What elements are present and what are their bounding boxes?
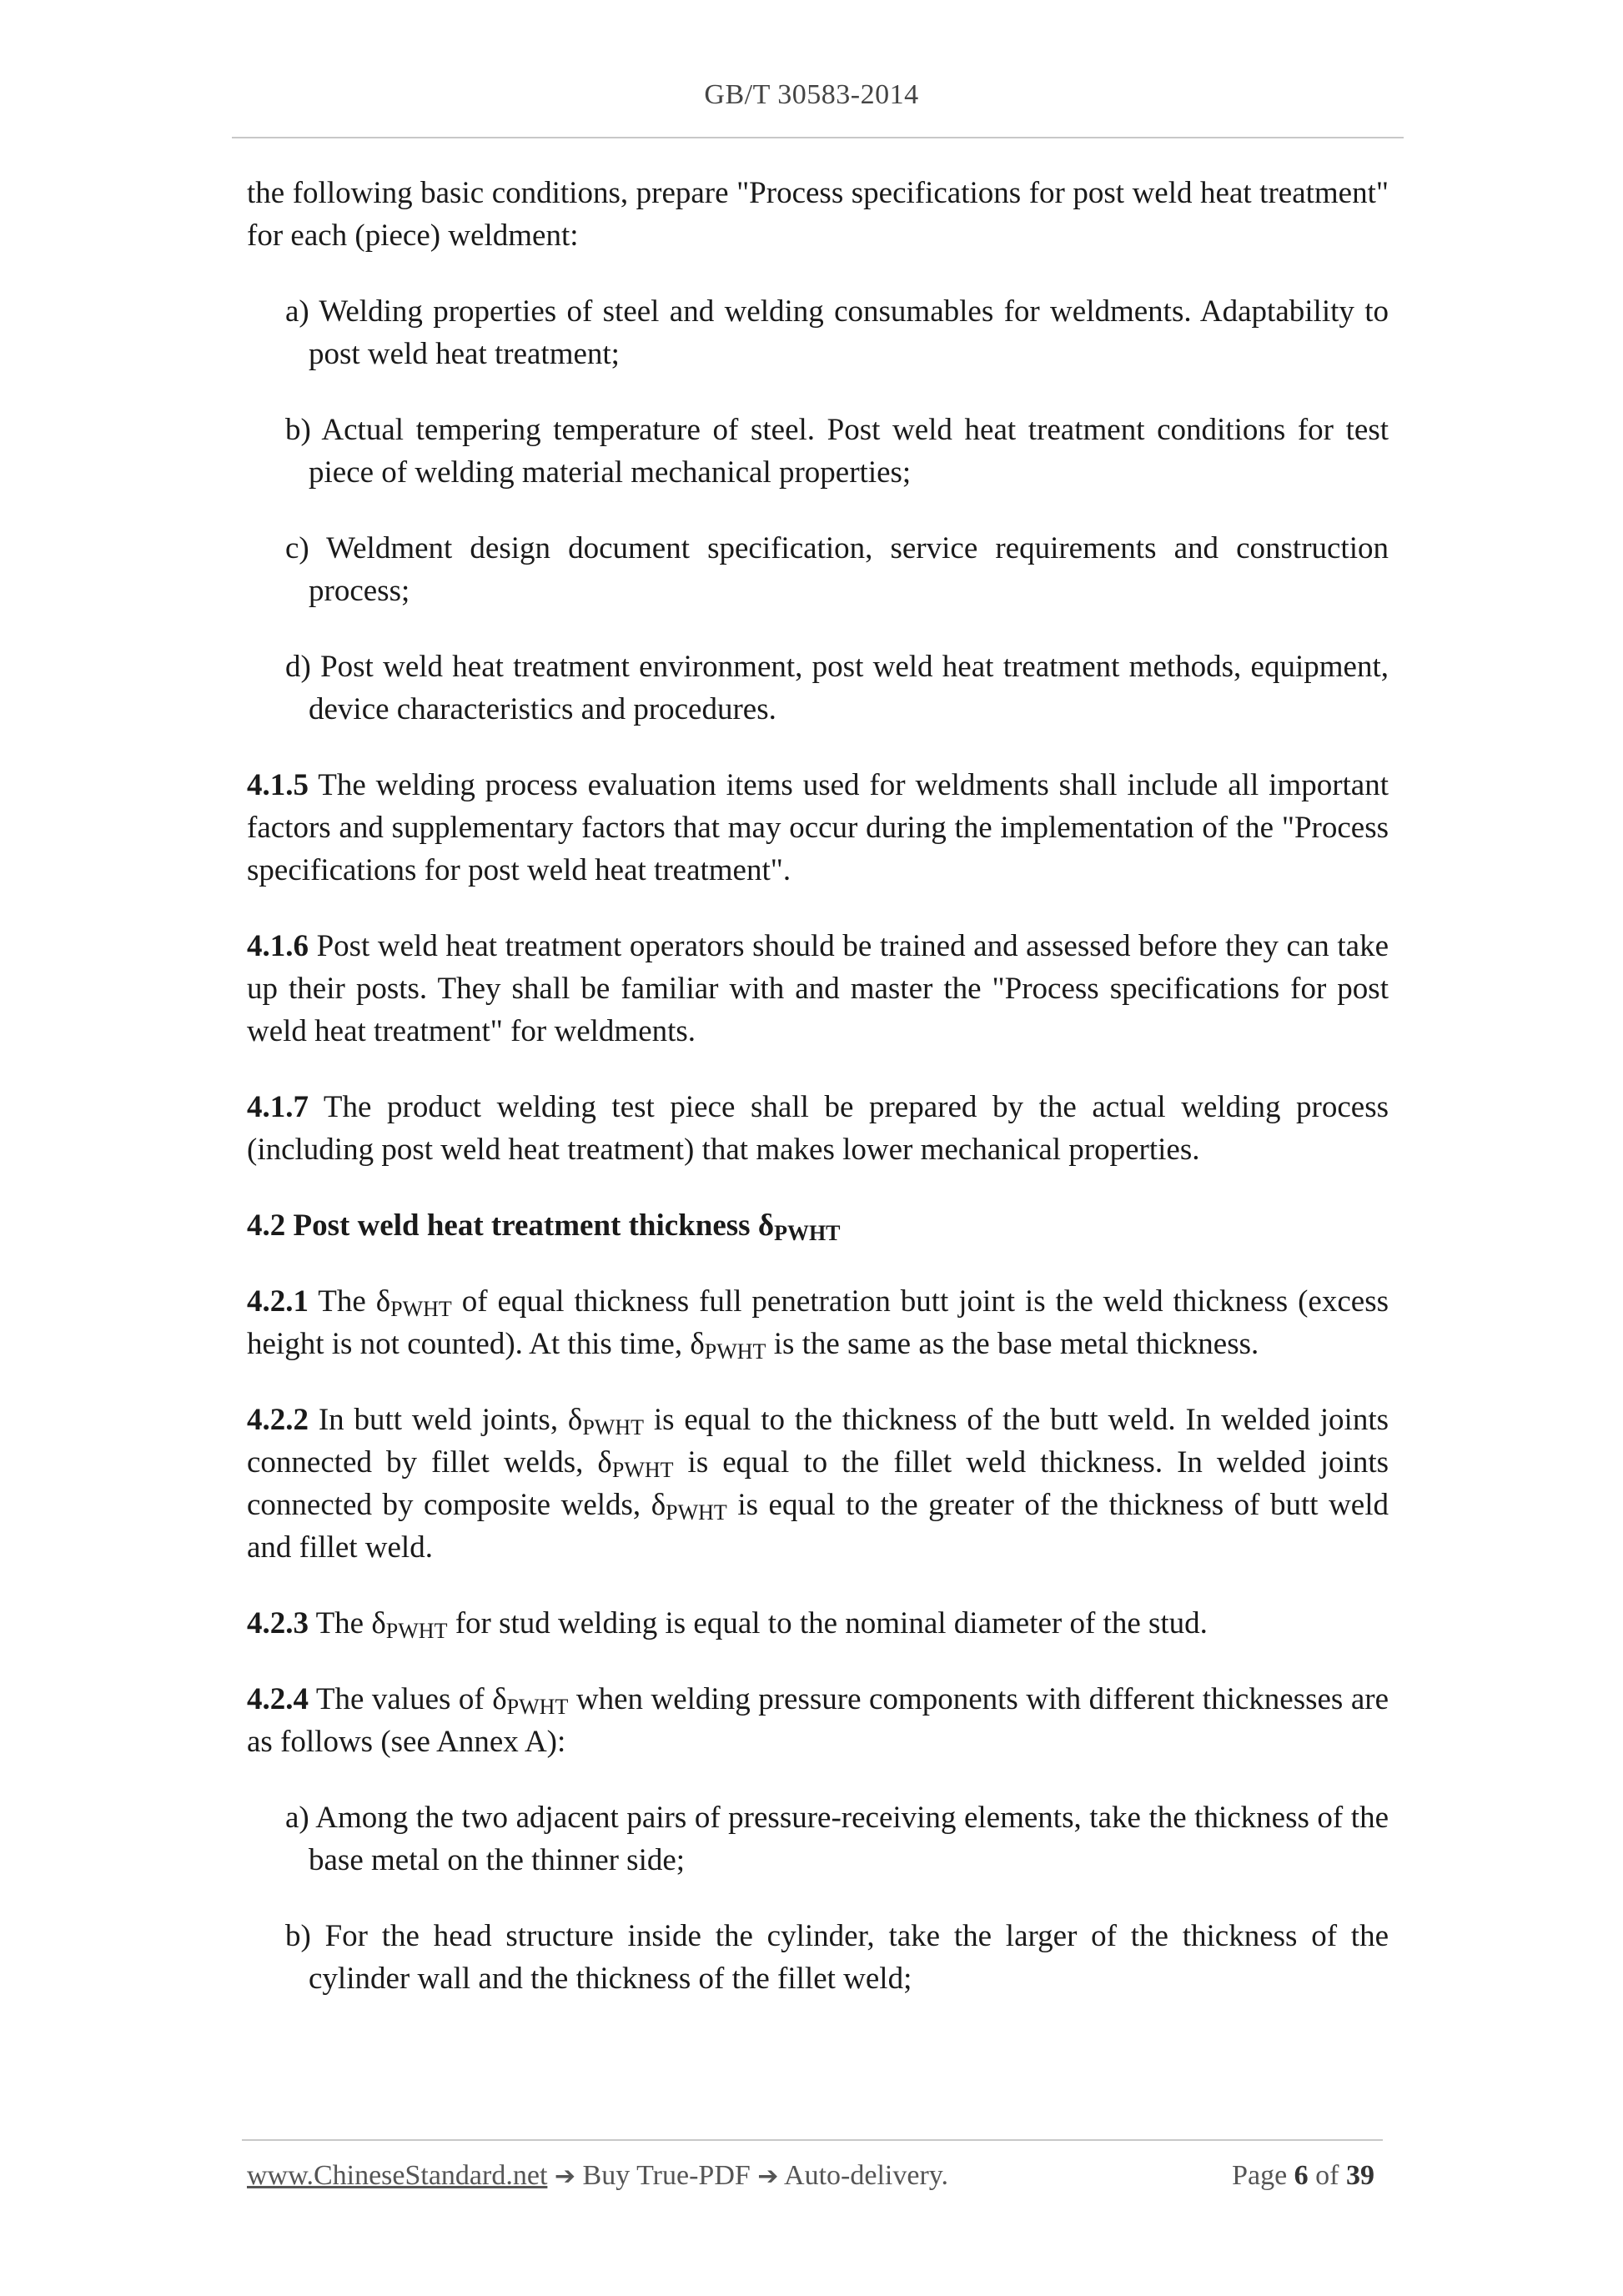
list-item: a) Welding properties of steel and welding consumables for weldments. Adaptability to post weld heat treatment; bbox=[285, 294, 1389, 371]
clause-text: The bbox=[309, 1606, 372, 1640]
clause-4-2-1 bbox=[247, 1280, 1389, 1365]
heading-text: 4.2 Post weld heat treatment thickness bbox=[247, 1208, 758, 1243]
pwht-subscript: PWHT bbox=[666, 1500, 727, 1525]
delta-symbol: δ bbox=[651, 1488, 666, 1522]
clause-4-2-2 bbox=[247, 1399, 1389, 1569]
pwht-subscript: PWHT bbox=[704, 1339, 766, 1364]
clause-text: for stud welding is equal to the nominal diameter of the stud. bbox=[447, 1606, 1208, 1640]
clause-number: 4.1.5 bbox=[247, 768, 309, 802]
pwht-subscript: PWHT bbox=[611, 1458, 674, 1482]
delta-symbol: δ bbox=[492, 1682, 507, 1716]
list-item: b) For the head structure inside the cylinder, take the larger of the thickness of the cylinder wall and the thickness of the fillet weld; bbox=[285, 1919, 1389, 1996]
clause-text: of equal thickness full penetration butt joint is the weld thickness (excess height is not counted). At this time, bbox=[247, 1284, 1389, 1361]
arrow-right-icon: ➔ bbox=[757, 2162, 779, 2191]
list-item: b) Actual tempering temperature of steel. Post weld heat treatment conditions for test piece of welding material mechanical properties; bbox=[285, 413, 1389, 490]
pwht-subscript: PWHT bbox=[582, 1415, 645, 1439]
clause-4-1-5 bbox=[247, 764, 1389, 892]
clause-text: is equal to the thickness of the butt weld. In welded joints connected by fillet welds, bbox=[247, 1403, 1389, 1480]
footer-divider bbox=[242, 2139, 1383, 2141]
document-body bbox=[247, 172, 1389, 2033]
clause-text: is the same as the base metal thickness. bbox=[766, 1327, 1259, 1361]
clause-text: The product welding test piece shall be prepared by the actual welding process (including post weld heat treatment) that makes lower mechanical properties. bbox=[247, 1090, 1389, 1167]
page-label: Page bbox=[1232, 2160, 1294, 2191]
document-header: GB/T 30583-2014 bbox=[704, 79, 919, 110]
clause-text: The values of bbox=[309, 1682, 493, 1716]
clause-number: 4.2.2 bbox=[247, 1403, 309, 1437]
clause-4-2-3 bbox=[247, 1602, 1389, 1645]
conditions-list bbox=[247, 290, 1389, 731]
clause-4-2-4 bbox=[247, 1678, 1389, 1763]
clause-4-1-6 bbox=[247, 925, 1389, 1053]
clause-text: when welding pressure components with different thicknesses are as follows (see Annex A): bbox=[247, 1682, 1389, 1759]
list-item: a) Among the two adjacent pairs of pressure-receiving elements, take the thickness of the base metal on the thinner side; bbox=[285, 1801, 1389, 1877]
clause-text: The bbox=[309, 1284, 376, 1319]
delta-symbol: δ bbox=[375, 1284, 391, 1319]
clause-number: 4.2.1 bbox=[247, 1284, 309, 1319]
clause-4-1-7 bbox=[247, 1086, 1389, 1171]
clause-text: is equal to the greater of the thickness of butt weld and fillet weld. bbox=[247, 1488, 1389, 1565]
buy-text: Buy True-PDF bbox=[575, 2160, 758, 2191]
clause-text: Post weld heat treatment operators should be trained and assessed before they can take up their posts. They shall be familiar with and master the "Process specifications for post weld heat treatment" for weldments. bbox=[247, 929, 1389, 1048]
page-indicator bbox=[1232, 2160, 1374, 2192]
site-link[interactable]: www.ChineseStandard.net bbox=[247, 2160, 548, 2191]
clause-number: 4.2.4 bbox=[247, 1682, 309, 1716]
thickness-list bbox=[247, 1796, 1389, 2000]
clause-number: 4.1.7 bbox=[247, 1090, 309, 1124]
delta-symbol: δ bbox=[597, 1445, 612, 1480]
delta-symbol: δ bbox=[690, 1327, 705, 1361]
header-divider bbox=[232, 137, 1404, 138]
delta-symbol: δ bbox=[757, 1208, 775, 1243]
pwht-subscript: PWHT bbox=[385, 1619, 448, 1643]
clause-text: In butt weld joints, bbox=[309, 1403, 568, 1437]
list-item: c) Weldment design document specification, service requirements and construction process; bbox=[285, 531, 1389, 608]
pwht-subscript: PWHT bbox=[506, 1695, 569, 1719]
clause-text: is equal to the fillet weld thickness. In welded joints connected by composite welds, bbox=[247, 1445, 1389, 1522]
list-item: d) Post weld heat treatment environment, post weld heat treatment methods, equipment, device characteristics and procedures. bbox=[285, 650, 1389, 726]
pwht-subscript: PWHT bbox=[774, 1221, 841, 1245]
intro-paragraph: the following basic conditions, prepare "Process specifications for post weld heat treatment" for each (piece) weldment: bbox=[247, 176, 1389, 253]
pwht-subscript: PWHT bbox=[390, 1297, 452, 1321]
arrow-right-icon: ➔ bbox=[554, 2162, 576, 2191]
delta-symbol: δ bbox=[567, 1403, 583, 1437]
section-heading-4-2 bbox=[247, 1204, 1389, 1247]
page-number: 6 bbox=[1294, 2160, 1309, 2191]
page-total: 39 bbox=[1346, 2160, 1374, 2191]
page-of-label: of bbox=[1308, 2160, 1346, 2191]
clause-text: The welding process evaluation items used for weldments shall include all important factors and supplementary factors that may occur during the implementation of the "Process specifications for post weld heat treatment". bbox=[247, 768, 1389, 887]
delivery-text: Auto-delivery. bbox=[778, 2160, 949, 2191]
footer-promo bbox=[247, 2160, 948, 2192]
delta-symbol: δ bbox=[371, 1606, 386, 1640]
clause-number: 4.2.3 bbox=[247, 1606, 309, 1640]
clause-number: 4.1.6 bbox=[247, 929, 309, 963]
